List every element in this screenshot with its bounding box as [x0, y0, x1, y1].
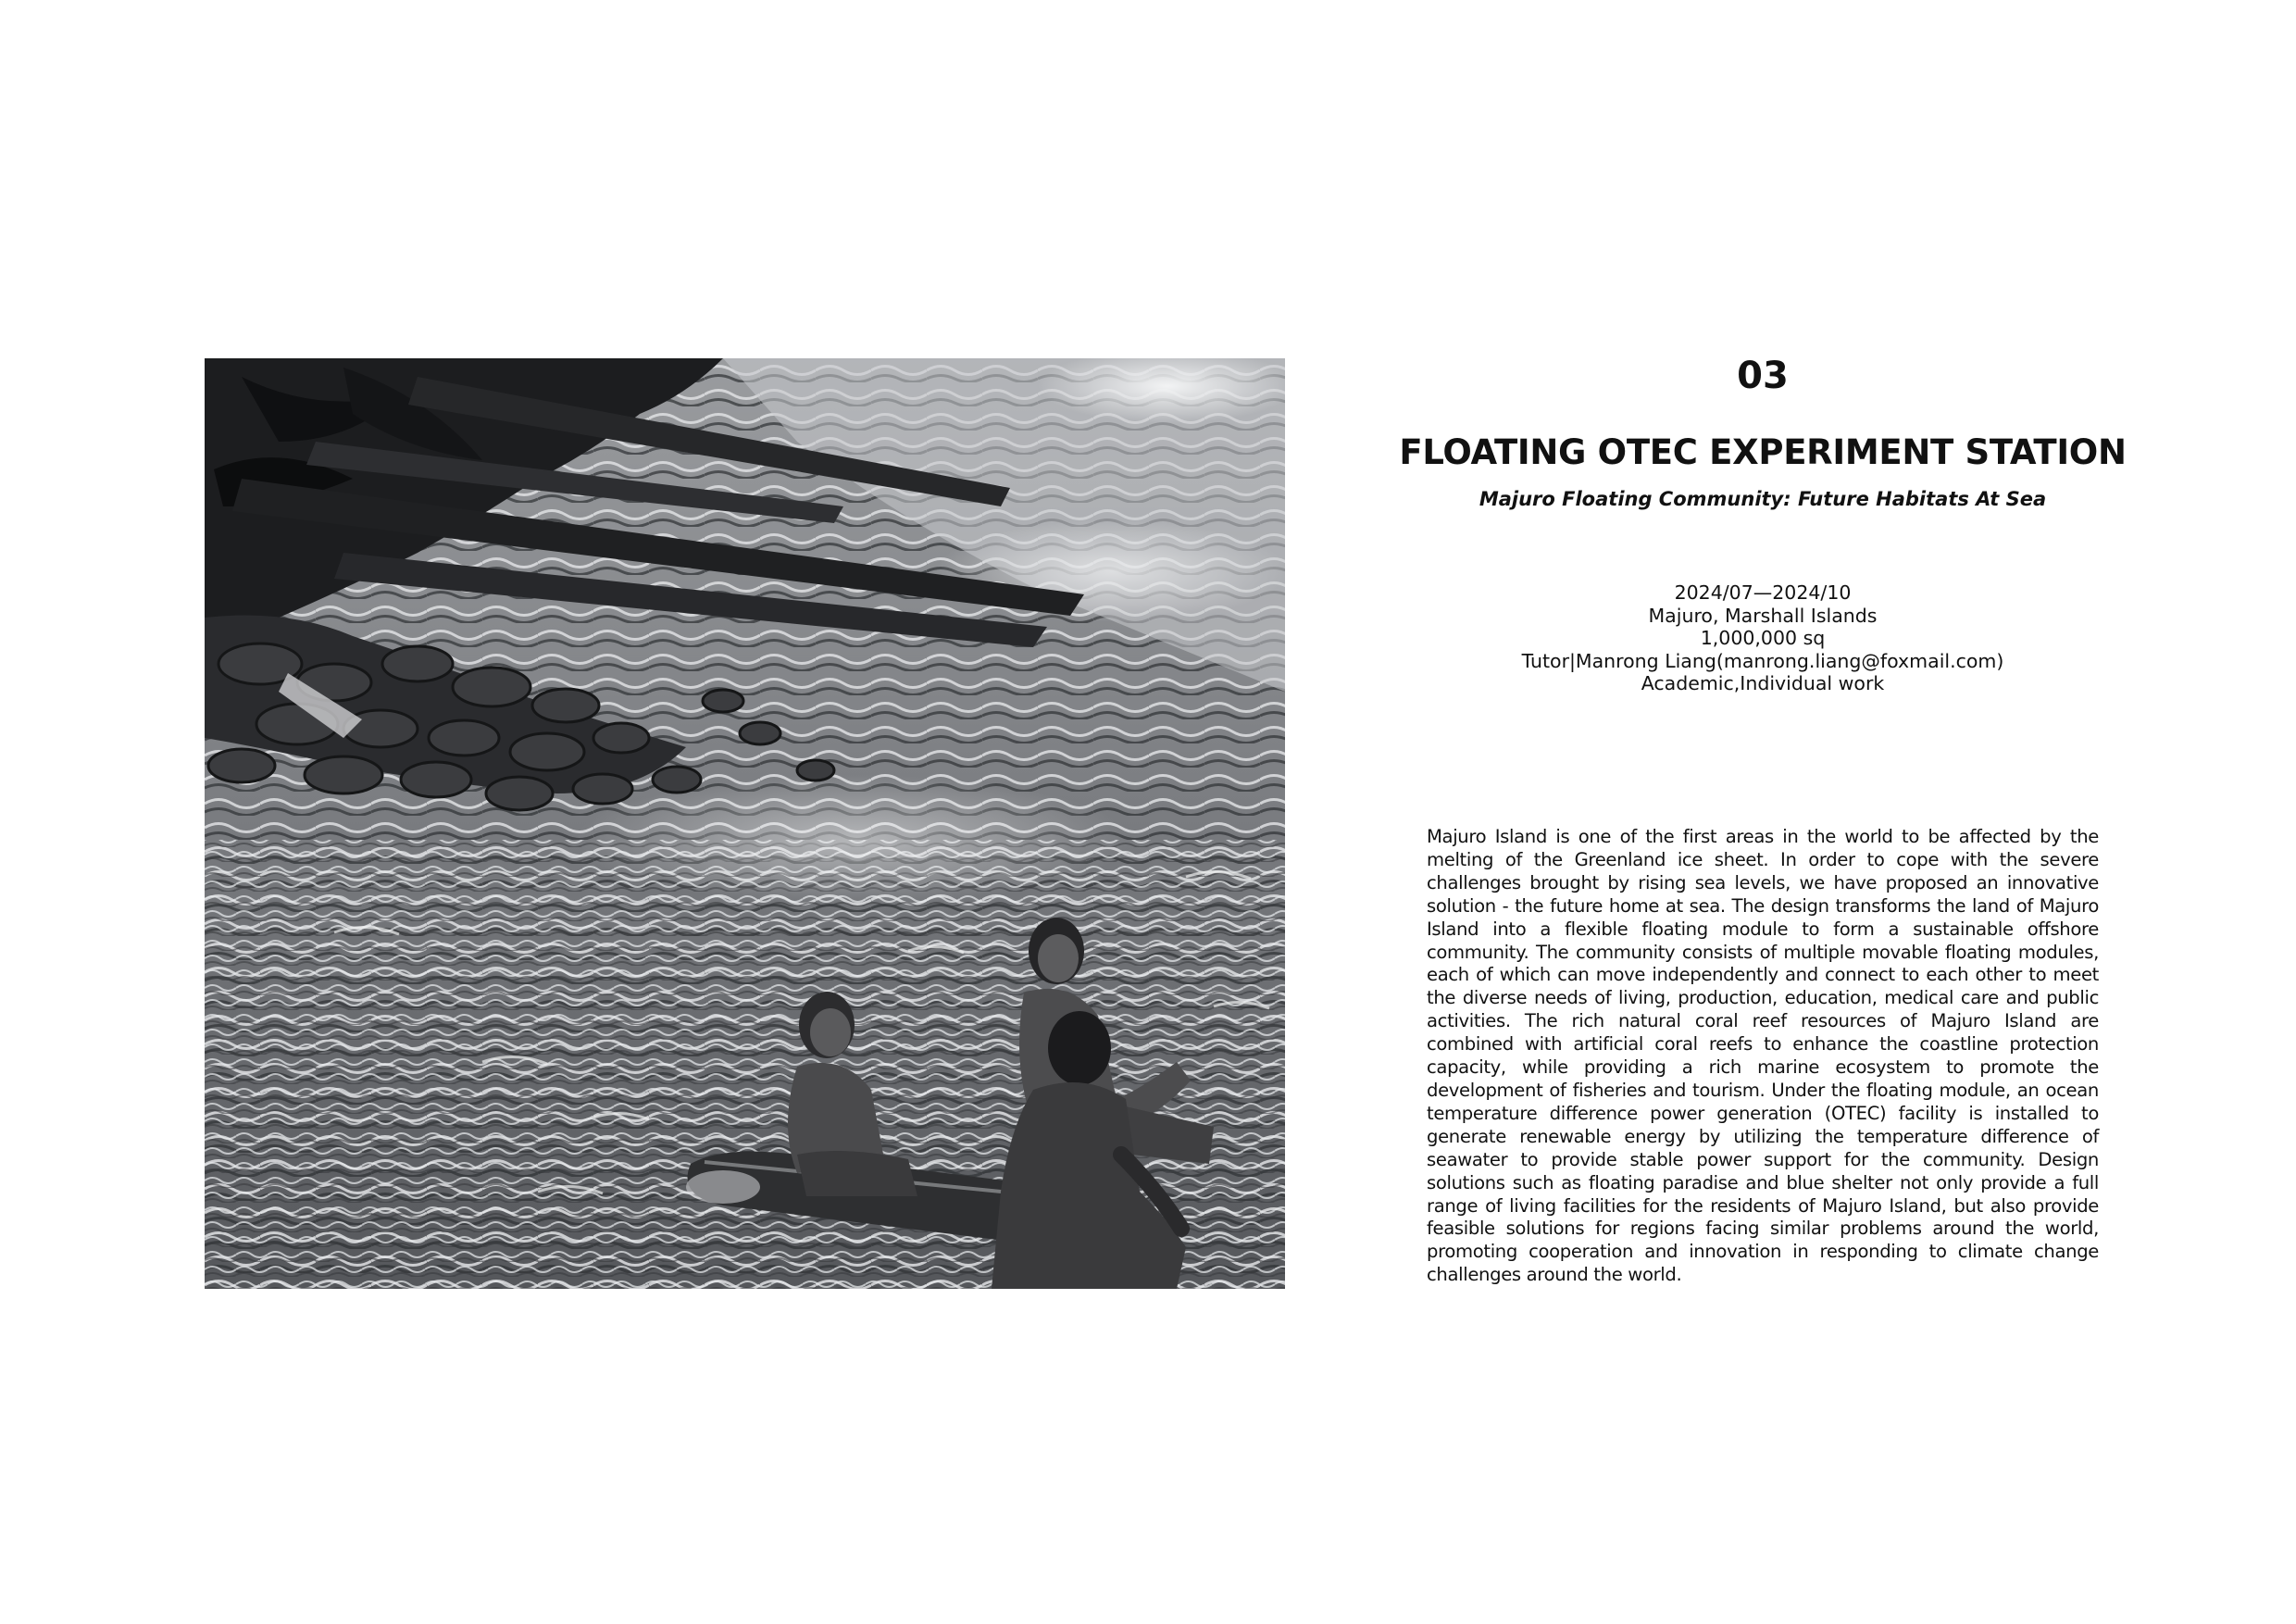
project-type: Academic,Individual work — [1641, 672, 1885, 695]
project-date: 2024/07—2024/10 — [1674, 581, 1852, 604]
project-location: Majuro, Marshall Islands — [1648, 604, 1878, 627]
project-area: 1,000,000 sq — [1700, 627, 1826, 650]
hero-photo — [205, 358, 1285, 1289]
project-meta — [1426, 581, 2100, 695]
project-number: 03 — [1737, 355, 1789, 397]
seascape-illustration — [205, 358, 1285, 1289]
project-description: Majuro Island is one of the first areas in the world to be affected by the melting of the Greenland ice sheet. In order to cope with the severe challenges brought by rising sea levels, we have proposed an innovative solution - the future home at sea. The design transforms the land of Majuro Island into a flexible floating module to form a sustainable offshore community. The community consists of multiple movable floating modules, each of which can move independently and connect to each other to meet the diverse needs of living, production, education, medical care and public activities. The rich natural coral reef resources of Majuro Island are combined with artificial coral reefs to enhance the coastline protection capacity, while providing a rich marine ecosystem to promote the development of fisheries and tourism. Under the floating module, an ocean temperature difference power generation (OTEC) facility is installed to generate renewable energy by utilizing the temperature difference of seawater to provide stable power support for the community. Design solutions such as floating paradise and blue shelter not only provide a full range of living facilities for the residents of Majuro Island, but also provide feasible solutions for regions facing similar problems around the world, promoting cooperation and innovation in responding to climate change challenges around the world. — [1427, 826, 2099, 1286]
project-title: FLOATING OTEC EXPERIMENT STATION — [1399, 432, 2127, 472]
project-tutor: Tutor|Manrong Liang(manrong.liang@foxmail.com) — [1521, 649, 2004, 672]
project-subtitle: Majuro Floating Community: Future Habitats At Sea — [1479, 488, 2047, 510]
